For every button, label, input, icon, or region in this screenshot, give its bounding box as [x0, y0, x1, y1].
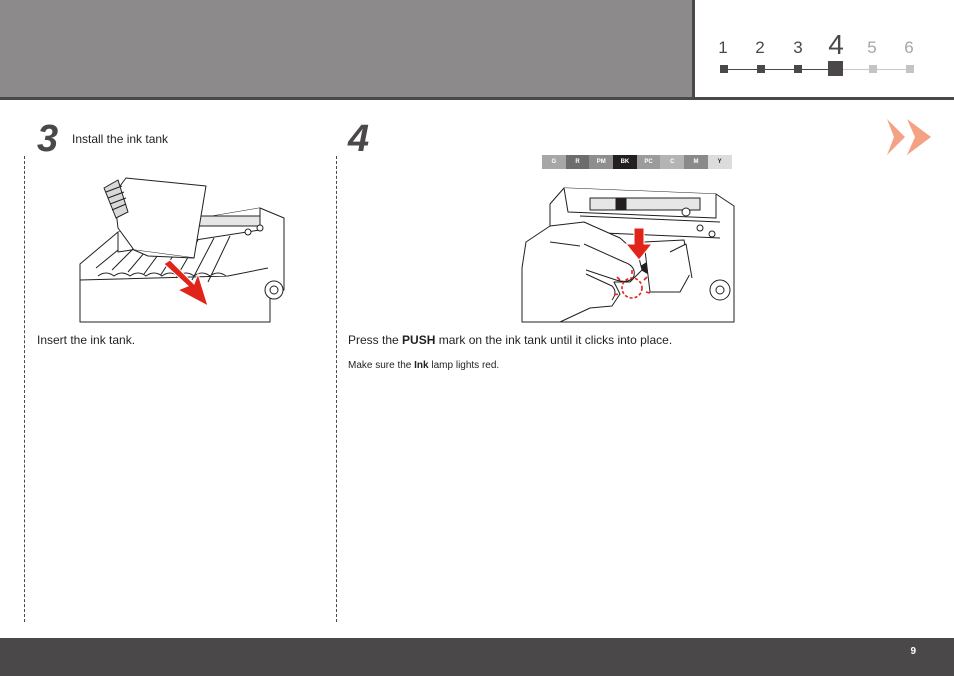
press-push-mark-illustration: [520, 182, 742, 324]
ink-label-pm: PM: [589, 155, 613, 169]
progress-step-5: 5: [867, 38, 877, 57]
ink-label-c: C: [660, 155, 684, 169]
progress-marker-6: [906, 65, 914, 73]
ink-label-bk: BK: [613, 155, 637, 169]
push-label: PUSH: [402, 333, 436, 347]
page-number: 9: [910, 646, 916, 657]
ink-lamp-label: Ink: [414, 360, 429, 371]
step-4-note: [348, 360, 499, 371]
step-4-instruction-post: mark on the ink tank until it clicks into place.: [435, 333, 673, 347]
step-4-instruction-pre: Press the: [348, 333, 403, 347]
step-4-number: 4: [348, 118, 370, 160]
progress-step-1: 1: [718, 38, 728, 57]
header-rule: [0, 97, 954, 100]
step-4-note-pre: Make sure the: [348, 360, 415, 371]
progress-marker-3: [794, 65, 802, 73]
column-divider-left: [24, 156, 25, 622]
progress-marker-5: [869, 65, 877, 73]
ink-label-g: G: [542, 155, 566, 169]
header-banner: [0, 0, 692, 97]
progress-step-3: 3: [793, 38, 803, 57]
ink-label-r: R: [566, 155, 590, 169]
ink-label-y: Y: [708, 155, 732, 169]
footer-bar: [0, 638, 954, 676]
step-3-instruction: Insert the ink tank.: [37, 333, 136, 347]
progress-line-done: [724, 69, 832, 70]
progress-step-2: 2: [755, 38, 765, 57]
header-separator: [692, 0, 695, 98]
ink-label-pc: PC: [637, 155, 661, 169]
step-4-instruction: [348, 333, 672, 347]
step-3-number: 3: [37, 118, 59, 160]
step-4-note-post: lamp lights red.: [428, 360, 500, 371]
step-3-title: Install the ink tank: [72, 132, 169, 146]
progress-marker-2: [757, 65, 765, 73]
ink-label-m: M: [684, 155, 708, 169]
progress-marker-1: [720, 65, 728, 73]
progress-indicator: [710, 30, 930, 90]
progress-marker-4-current: [828, 61, 843, 76]
ink-color-labels: [542, 155, 732, 169]
progress-step-6: 6: [904, 38, 914, 57]
insert-ink-tank-illustration: [78, 172, 290, 324]
progress-step-4-current: 4: [828, 29, 844, 60]
next-page-chevrons-icon: [885, 117, 933, 157]
column-divider-middle: [336, 156, 337, 622]
